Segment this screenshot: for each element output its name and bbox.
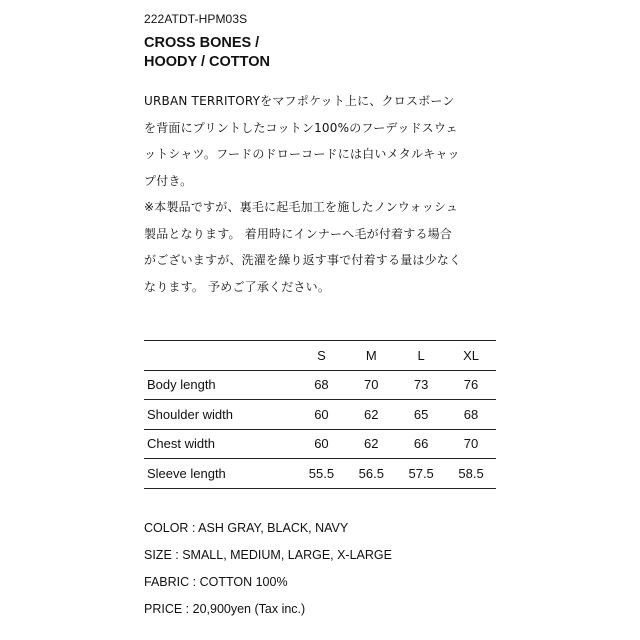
table-cell: 73: [413, 377, 429, 393]
description-line: がございますが、洗濯を繰り返す事で付着する量は少なく: [144, 253, 462, 267]
table-row: [144, 400, 496, 430]
header-size-m: M: [365, 347, 377, 363]
description-line: プ付き。: [144, 173, 193, 188]
header-size-s: S: [317, 347, 326, 363]
header-size-l: L: [417, 347, 425, 363]
row-label-shoulder-width: Shoulder width: [147, 406, 233, 422]
table-cell: 66: [413, 436, 429, 452]
row-label-body-length: Body length: [147, 377, 216, 393]
spec-color: COLOR : ASH GRAY, BLACK, NAVY: [144, 521, 349, 535]
table-cell: 70: [364, 377, 379, 393]
description-line: ットシャツ。フードのドローコードには白いメタルキャッ: [144, 147, 460, 161]
spec-fabric: FABRIC : COTTON 100%: [144, 575, 288, 589]
row-label-sleeve-length: Sleeve length: [147, 465, 226, 481]
description-line: なります。 予めご了承ください。: [144, 279, 331, 294]
table-cell: 62: [364, 406, 379, 422]
size-chart-table: [144, 340, 496, 489]
table-cell: 60: [314, 436, 329, 452]
spec-price: PRICE : 20,900yen (Tax inc.): [144, 602, 306, 616]
product-title: [144, 34, 270, 72]
table-cell: 65: [413, 406, 429, 422]
header-blank: [144, 341, 297, 371]
size-chart-header-row: [144, 341, 496, 371]
product-description: [144, 88, 504, 300]
table-cell: 68: [463, 406, 479, 422]
product-specs: [144, 515, 392, 623]
description-line: URBAN TERRITORYをマフポケット上に、クロスボーン: [144, 94, 455, 108]
product-title-line-2: HOODY / COTTON: [144, 54, 270, 70]
header-size-xl: XL: [463, 347, 479, 363]
table-cell: 55.5: [308, 465, 335, 481]
row-label-chest-width: Chest width: [147, 436, 215, 452]
table-cell: 70: [463, 436, 479, 452]
table-cell: 57.5: [408, 465, 434, 481]
table-row: [144, 459, 496, 489]
table-cell: 56.5: [358, 465, 384, 481]
description-line: 製品となります。 着用時にインナーへ毛が付着する場合: [144, 226, 453, 241]
description-line: を背面にプリントしたコットン100%のフーデッドスウェ: [144, 120, 458, 135]
table-cell: 76: [463, 377, 479, 393]
product-code: 222ATDT-HPM03S: [144, 12, 248, 26]
table-row: [144, 429, 496, 459]
table-cell: 58.5: [458, 465, 484, 481]
table-cell: 68: [314, 377, 329, 393]
description-line: ※本製品ですが、裏毛に起毛加工を施したノンウォッシュ: [144, 200, 459, 214]
table-cell: 60: [314, 406, 329, 422]
spec-size: SIZE : SMALL, MEDIUM, LARGE, X-LARGE: [144, 548, 392, 562]
product-title-line-1: CROSS BONES /: [144, 35, 260, 51]
table-cell: 62: [364, 436, 379, 452]
table-row: [144, 370, 496, 400]
